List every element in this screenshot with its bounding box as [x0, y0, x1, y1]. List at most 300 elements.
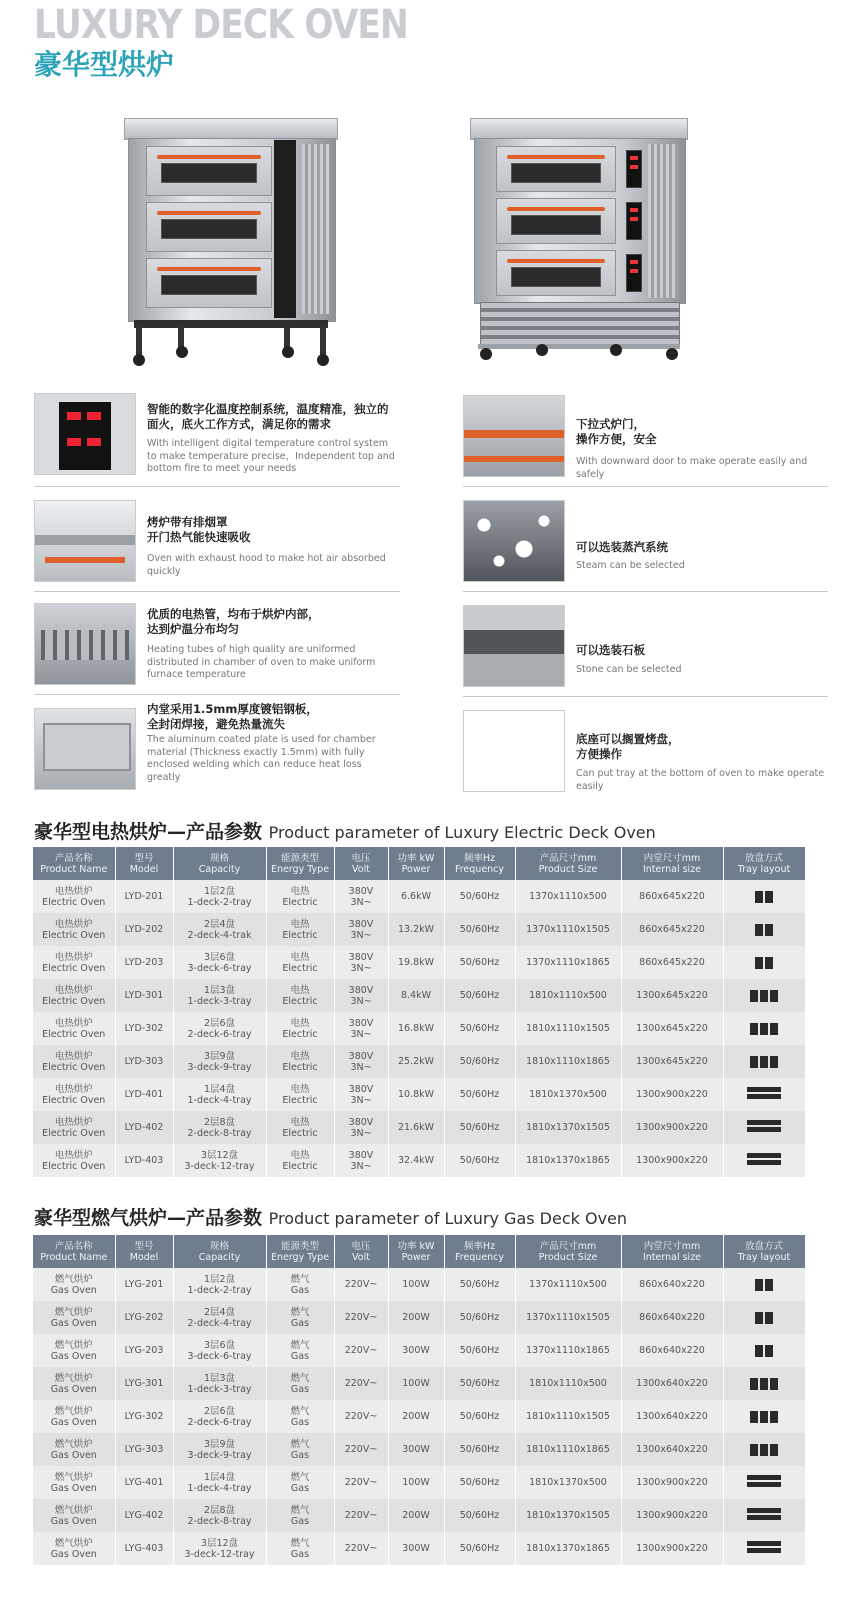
cell-freq: 50/60Hz — [444, 1400, 515, 1433]
cell-internal: 1300x640x220 — [621, 1367, 723, 1400]
cell-line: Electric Oven — [42, 1061, 106, 1073]
cell-volt — [334, 880, 388, 913]
cell-line: 2层4盘 — [203, 1306, 236, 1318]
cell-model: LYG-203 — [115, 1334, 173, 1367]
tray-layout-icon — [723, 1433, 805, 1466]
cell-power: 300W — [388, 1334, 444, 1367]
cell-line: 燃气烘炉 — [54, 1537, 93, 1549]
tray-layout-icon — [723, 1012, 805, 1045]
cell-line: 电热烘炉 — [54, 1050, 93, 1062]
cell-name — [33, 1144, 115, 1177]
cell-line: 380V — [348, 984, 374, 996]
column-header — [266, 1235, 334, 1268]
cell-freq: 50/60Hz — [444, 1466, 515, 1499]
column-header-line: 产品尺寸mm — [539, 852, 597, 864]
cell-line: 220V~ — [344, 1279, 378, 1290]
cell-line: 电热烘炉 — [54, 885, 93, 897]
cell-power: 8.4kW — [388, 979, 444, 1012]
cell-power: 21.6kW — [388, 1111, 444, 1144]
cell-freq: 50/60Hz — [444, 946, 515, 979]
column-header — [444, 847, 515, 880]
feature-zh: 下拉式炉门， 操作方便，安全 — [576, 417, 657, 446]
column-header — [173, 847, 266, 880]
cell-model: LYG-302 — [115, 1400, 173, 1433]
cell-line: Gas — [290, 1449, 310, 1461]
cell-line: 燃气烘炉 — [54, 1339, 93, 1351]
cell-name — [33, 1334, 115, 1367]
cell-size: 1810x1110x1505 — [515, 1012, 621, 1045]
cell-line: Gas Oven — [50, 1416, 97, 1428]
cell-volt — [334, 1532, 388, 1565]
cell-line: Electric Oven — [42, 962, 106, 974]
cell-line: 电热 — [290, 984, 310, 996]
cell-internal: 1300x640x220 — [621, 1400, 723, 1433]
cell-size: 1810x1370x1505 — [515, 1111, 621, 1144]
cell-line: 电热 — [290, 1083, 310, 1095]
column-header-line: 型号 — [134, 852, 154, 864]
feature-exhaust-hood — [34, 500, 400, 592]
cell-line: 2-deck-8-tray — [187, 1127, 252, 1139]
cell-line: 电热 — [290, 1149, 310, 1161]
cell-freq: 50/60Hz — [444, 1532, 515, 1565]
cell-line: 220V~ — [344, 1312, 378, 1323]
table-row — [33, 913, 805, 946]
column-header — [115, 847, 173, 880]
cell-type — [266, 1400, 334, 1433]
column-header — [388, 1235, 444, 1268]
cell-model: LYD-201 — [115, 880, 173, 913]
cell-line: 燃气烘炉 — [54, 1306, 93, 1318]
heating-tubes-thumbnail — [34, 603, 136, 685]
cell-size: 1810x1370x500 — [515, 1466, 621, 1499]
cell-model: LYG-403 — [115, 1532, 173, 1565]
cell-model: LYD-302 — [115, 1012, 173, 1045]
tray-layout-icon — [723, 880, 805, 913]
cell-line: 3N~ — [350, 1061, 372, 1073]
feature-downward-door — [463, 395, 828, 487]
cell-line: 1-deck-3-tray — [187, 995, 252, 1007]
cell-internal: 1300x900x220 — [621, 1111, 723, 1144]
cell-line: Electric Oven — [42, 896, 106, 908]
cell-name — [33, 1400, 115, 1433]
cell-line: Electric Oven — [42, 929, 106, 941]
cell-size: 1370x1110x1505 — [515, 1301, 621, 1334]
cell-power: 10.8kW — [388, 1078, 444, 1111]
cell-line: 2-deck-4-trak — [187, 929, 252, 941]
cell-name — [33, 880, 115, 913]
cell-line: Gas — [290, 1515, 310, 1527]
cell-line: 电热烘炉 — [54, 1116, 93, 1128]
cell-line: Gas — [290, 1383, 310, 1395]
feature-tray-stand — [463, 710, 828, 792]
cell-line: 220V~ — [344, 1510, 378, 1521]
cell-line: Gas Oven — [50, 1350, 97, 1362]
cell-line: 燃气 — [290, 1372, 310, 1384]
cell-freq: 50/60Hz — [444, 1078, 515, 1111]
cell-internal: 1300x645x220 — [621, 979, 723, 1012]
column-header-line: 内堂尺寸mm — [643, 1240, 701, 1252]
cell-power: 100W — [388, 1268, 444, 1301]
cell-type — [266, 1144, 334, 1177]
tray-layout-icon — [723, 946, 805, 979]
cell-type — [266, 1012, 334, 1045]
column-header-line: 产品尺寸mm — [539, 1240, 597, 1252]
column-header-line: 放盘方式 — [744, 852, 783, 864]
table-row — [33, 1144, 805, 1177]
cell-line: 380V — [348, 885, 374, 897]
cell-line: 燃气烘炉 — [54, 1273, 93, 1285]
table-row — [33, 1301, 805, 1334]
column-header — [33, 1235, 115, 1268]
column-header — [621, 847, 723, 880]
cell-line: 3层6盘 — [203, 951, 236, 963]
column-header-line: 能源类型 — [280, 852, 319, 864]
column-header — [515, 1235, 621, 1268]
cell-cap — [173, 979, 266, 1012]
column-header-line: 型号 — [134, 1240, 154, 1252]
cell-line: 燃气 — [290, 1339, 310, 1351]
cell-line: 电热烘炉 — [54, 1017, 93, 1029]
cell-model: LYG-303 — [115, 1433, 173, 1466]
cell-volt — [334, 979, 388, 1012]
cell-line: 电热 — [290, 1050, 310, 1062]
column-header-line: 频率Hz — [463, 852, 496, 864]
cell-freq: 50/60Hz — [444, 1012, 515, 1045]
cell-line: 3N~ — [350, 1160, 372, 1172]
cell-name — [33, 1301, 115, 1334]
cell-line: Gas Oven — [50, 1284, 97, 1296]
cell-cap — [173, 1045, 266, 1078]
table-row — [33, 1012, 805, 1045]
cell-line: 3N~ — [350, 1094, 372, 1106]
cell-internal: 1300x645x220 — [621, 1012, 723, 1045]
table-row — [33, 946, 805, 979]
table-header-row — [33, 847, 805, 880]
cell-line: 1层3盘 — [203, 984, 236, 996]
column-header-line: Product Size — [538, 1251, 598, 1263]
column-header-line: Power — [401, 1251, 431, 1263]
cell-line: 燃气烘炉 — [54, 1504, 93, 1516]
cell-line: 220V~ — [344, 1543, 378, 1554]
cell-line: 1-deck-4-tray — [187, 1094, 252, 1106]
electric-title-zh: 豪华型电热烘炉—产品参数 — [34, 821, 263, 843]
steam-thumbnail — [463, 500, 565, 582]
cell-size: 1810x1370x1865 — [515, 1144, 621, 1177]
cell-internal: 860x645x220 — [621, 913, 723, 946]
cell-line: 220V~ — [344, 1378, 378, 1389]
feature-zh: 智能的数字化温度控制系统，温度精准，独立的面火，底火工作方式，满足你的需求 — [147, 402, 389, 431]
cell-line: Electric Oven — [42, 1028, 106, 1040]
cell-line: 3N~ — [350, 929, 372, 941]
cell-type — [266, 1334, 334, 1367]
door-thumbnail — [463, 395, 565, 477]
cell-name — [33, 979, 115, 1012]
column-header-line: Product Name — [40, 1251, 108, 1263]
cell-cap — [173, 913, 266, 946]
cell-model: LYD-202 — [115, 913, 173, 946]
cell-line: 3-deck-6-tray — [187, 1350, 252, 1362]
cell-line: 1-deck-4-tray — [187, 1482, 252, 1494]
cell-freq: 50/60Hz — [444, 1268, 515, 1301]
control-panel-thumbnail — [34, 393, 136, 475]
feature-en: With intelligent digital temperature control system to make temperature precise，Independent top and bottom fire to meet your needs — [147, 438, 395, 474]
table-row — [33, 979, 805, 1012]
cell-line: Electric — [282, 962, 318, 974]
cell-line: Gas Oven — [50, 1383, 97, 1395]
table-row — [33, 1367, 805, 1400]
column-header-line: Energy Type — [270, 863, 330, 875]
column-header-line: 功率 kW — [397, 852, 435, 864]
table-row — [33, 1334, 805, 1367]
column-header-line: Product Name — [40, 863, 108, 875]
feature-zh: 可以选装蒸汽系统 — [576, 540, 668, 554]
table-row — [33, 1433, 805, 1466]
table-row — [33, 1532, 805, 1565]
cell-cap — [173, 1367, 266, 1400]
column-header-line: Frequency — [454, 1251, 505, 1263]
cell-line: 燃气 — [290, 1537, 310, 1549]
cell-power: 13.2kW — [388, 913, 444, 946]
cell-model: LYG-202 — [115, 1301, 173, 1334]
cell-volt — [334, 1078, 388, 1111]
cell-line: 3-deck-12-tray — [184, 1160, 255, 1172]
cell-model: LYD-401 — [115, 1078, 173, 1111]
tray-stand-thumbnail — [463, 710, 565, 792]
cell-name — [33, 1045, 115, 1078]
column-header — [173, 1235, 266, 1268]
tray-layout-icon — [723, 1367, 805, 1400]
column-header-line: Capacity — [198, 863, 241, 875]
cell-line: 1-deck-2-tray — [187, 1284, 252, 1296]
cell-line: 电热烘炉 — [54, 951, 93, 963]
cell-freq: 50/60Hz — [444, 1499, 515, 1532]
tray-layout-icon — [723, 1301, 805, 1334]
column-header — [723, 1235, 805, 1268]
cell-name — [33, 1499, 115, 1532]
feature-heating-tubes — [34, 603, 400, 695]
cell-line: 220V~ — [344, 1444, 378, 1455]
cell-line: Gas Oven — [50, 1548, 97, 1560]
feature-temperature-control — [34, 393, 400, 487]
cell-internal: 1300x900x220 — [621, 1466, 723, 1499]
cell-line: 220V~ — [344, 1477, 378, 1488]
table-row — [33, 1111, 805, 1144]
cell-type — [266, 1433, 334, 1466]
electric-title-en: Product parameter of Luxury Electric Deck Oven — [268, 823, 656, 842]
tray-layout-icon — [723, 1400, 805, 1433]
feature-steam — [463, 500, 828, 592]
table-row — [33, 880, 805, 913]
cell-line: 燃气 — [290, 1438, 310, 1450]
table-header-row — [33, 1235, 805, 1268]
cell-line: 1层4盘 — [203, 1471, 236, 1483]
cell-model: LYD-301 — [115, 979, 173, 1012]
column-header — [266, 847, 334, 880]
cell-line: Electric — [282, 1127, 318, 1139]
cell-type — [266, 913, 334, 946]
cell-line: Electric — [282, 1160, 318, 1172]
cell-model: LYG-401 — [115, 1466, 173, 1499]
cell-volt — [334, 1111, 388, 1144]
cell-line: 3层12盘 — [200, 1149, 239, 1161]
cell-line: 380V — [348, 918, 374, 930]
feature-en: Heating tubes of high quality are uniformed distributed in chamber of oven to make uniform furnace temperature — [147, 644, 376, 680]
cell-line: 燃气 — [290, 1306, 310, 1318]
feature-en: With downward door to make operate easily and safely — [576, 456, 808, 480]
cell-line: Gas — [290, 1416, 310, 1428]
column-header-line: 规格 — [209, 1240, 229, 1252]
cell-line: 电热 — [290, 1116, 310, 1128]
cell-line: 380V — [348, 951, 374, 963]
cell-type — [266, 979, 334, 1012]
cell-line: 380V — [348, 1083, 374, 1095]
cell-name — [33, 1367, 115, 1400]
cell-volt — [334, 1012, 388, 1045]
cell-line: 1层2盘 — [203, 1273, 236, 1285]
cell-cap — [173, 1433, 266, 1466]
feature-zh: 底座可以搁置烤盘， 方便操作 — [576, 732, 680, 761]
column-header — [334, 1235, 388, 1268]
cell-size: 1810x1370x1505 — [515, 1499, 621, 1532]
cell-internal: 860x640x220 — [621, 1301, 723, 1334]
cell-line: 燃气烘炉 — [54, 1405, 93, 1417]
cell-size: 1370x1110x500 — [515, 1268, 621, 1301]
cell-size: 1810x1110x500 — [515, 1367, 621, 1400]
cell-size: 1370x1110x1505 — [515, 913, 621, 946]
cell-power: 19.8kW — [388, 946, 444, 979]
cell-volt — [334, 1334, 388, 1367]
cell-model: LYG-301 — [115, 1367, 173, 1400]
cell-volt — [334, 946, 388, 979]
cell-power: 300W — [388, 1433, 444, 1466]
feature-en: Steam can be selected — [576, 560, 685, 571]
feature-zh: 烤炉带有排烟罩 开门热气能快速吸收 — [147, 515, 251, 544]
cell-cap — [173, 1078, 266, 1111]
cell-model: LYG-402 — [115, 1499, 173, 1532]
cell-size: 1370x1110x1865 — [515, 946, 621, 979]
cell-freq: 50/60Hz — [444, 979, 515, 1012]
cell-line: 1层3盘 — [203, 1372, 236, 1384]
cell-model: LYD-403 — [115, 1144, 173, 1177]
cell-line: 3层9盘 — [203, 1050, 236, 1062]
cell-name — [33, 1433, 115, 1466]
cell-line: 燃气 — [290, 1405, 310, 1417]
tray-layout-icon — [723, 1499, 805, 1532]
column-header — [723, 847, 805, 880]
cell-cap — [173, 1466, 266, 1499]
cell-size: 1810x1110x500 — [515, 979, 621, 1012]
cell-internal: 860x640x220 — [621, 1268, 723, 1301]
column-header — [621, 1235, 723, 1268]
cell-power: 200W — [388, 1400, 444, 1433]
feature-en: Can put tray at the bottom of oven to make operate easily — [576, 768, 825, 792]
cell-name — [33, 1268, 115, 1301]
cell-cap — [173, 1301, 266, 1334]
column-header-line: Internal size — [642, 863, 702, 875]
tray-stand-oven-image — [470, 118, 688, 366]
column-header — [515, 847, 621, 880]
cell-line: 2-deck-8-tray — [187, 1515, 252, 1527]
cell-type — [266, 1111, 334, 1144]
cell-volt — [334, 1045, 388, 1078]
cell-power: 200W — [388, 1301, 444, 1334]
cell-freq: 50/60Hz — [444, 1301, 515, 1334]
cell-internal: 860x645x220 — [621, 946, 723, 979]
cell-power: 200W — [388, 1499, 444, 1532]
tray-layout-icon — [723, 1268, 805, 1301]
cell-freq: 50/60Hz — [444, 880, 515, 913]
cell-line: 3-deck-6-tray — [187, 962, 252, 974]
cell-power: 100W — [388, 1367, 444, 1400]
cell-line: 电热 — [290, 1017, 310, 1029]
cell-line: Electric — [282, 1061, 318, 1073]
column-header-line: 内堂尺寸mm — [643, 852, 701, 864]
table-row — [33, 1045, 805, 1078]
cell-freq: 50/60Hz — [444, 1433, 515, 1466]
cell-line: Gas Oven — [50, 1515, 97, 1527]
column-header-line: Frequency — [454, 863, 505, 875]
cell-size: 1810x1370x1865 — [515, 1532, 621, 1565]
cell-internal: 1300x900x220 — [621, 1532, 723, 1565]
column-header-line: 产品名称 — [54, 852, 93, 864]
cell-size: 1370x1110x500 — [515, 880, 621, 913]
cell-line: 2-deck-4-tray — [187, 1317, 252, 1329]
column-header-line: 规格 — [209, 852, 229, 864]
column-header-line: Volt — [352, 863, 370, 875]
table-row — [33, 1268, 805, 1301]
cell-freq: 50/60Hz — [444, 1334, 515, 1367]
cell-cap — [173, 1012, 266, 1045]
column-header-line: 能源类型 — [280, 1240, 319, 1252]
cell-line: 3N~ — [350, 962, 372, 974]
column-header-line: 放盘方式 — [744, 1240, 783, 1252]
electric-oven-image — [124, 118, 338, 370]
tray-layout-icon — [723, 1078, 805, 1111]
cell-internal: 1300x900x220 — [621, 1144, 723, 1177]
tray-layout-icon — [723, 913, 805, 946]
cell-model: LYD-203 — [115, 946, 173, 979]
cell-internal: 1300x900x220 — [621, 1499, 723, 1532]
cell-power: 300W — [388, 1532, 444, 1565]
column-header — [33, 847, 115, 880]
column-header-line: Product Size — [538, 863, 598, 875]
column-header — [115, 1235, 173, 1268]
cell-type — [266, 1268, 334, 1301]
cell-line: 1-deck-2-tray — [187, 896, 252, 908]
cell-line: Gas — [290, 1284, 310, 1296]
cell-line: Electric Oven — [42, 995, 106, 1007]
cell-line: 3-deck-12-tray — [184, 1548, 255, 1560]
cell-name — [33, 946, 115, 979]
cell-type — [266, 1499, 334, 1532]
tray-layout-icon — [723, 1111, 805, 1144]
electric-section-title — [34, 820, 656, 845]
cell-line: 电热烘炉 — [54, 984, 93, 996]
cell-freq: 50/60Hz — [444, 913, 515, 946]
cell-line: 380V — [348, 1116, 374, 1128]
cell-line: 220V~ — [344, 1345, 378, 1356]
column-header-line: Tray layout — [737, 863, 791, 875]
cell-name — [33, 1012, 115, 1045]
cell-line: 380V — [348, 1017, 374, 1029]
cell-name — [33, 1466, 115, 1499]
page-title-en: LUXURY DECK OVEN — [34, 2, 408, 48]
cell-internal: 1300x645x220 — [621, 1045, 723, 1078]
cell-type — [266, 1532, 334, 1565]
cell-freq: 50/60Hz — [444, 1045, 515, 1078]
cell-line: 2层4盘 — [203, 918, 236, 930]
column-header-line: 产品名称 — [54, 1240, 93, 1252]
